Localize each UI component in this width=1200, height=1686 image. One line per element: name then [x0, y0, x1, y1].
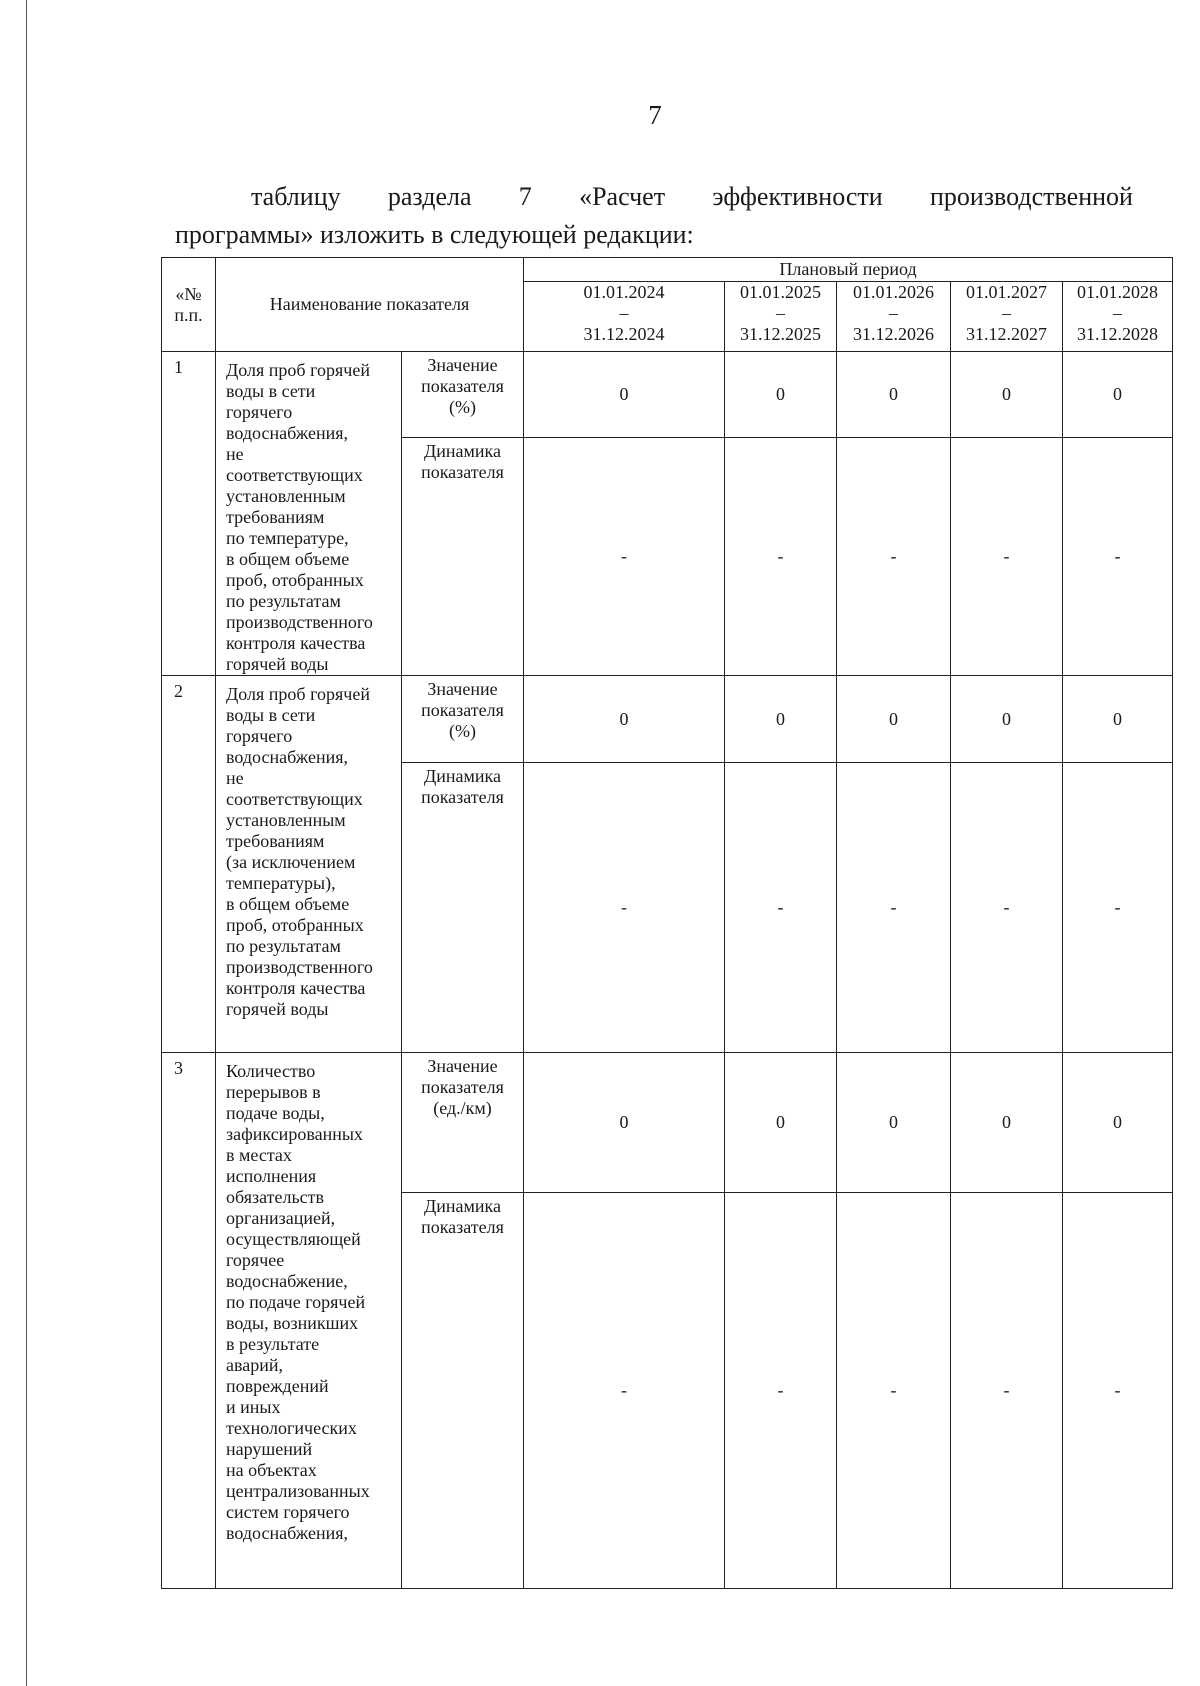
dynamics-cell: -	[951, 437, 1063, 675]
efficiency-table	[161, 257, 1173, 1589]
dynamics-cell: -	[524, 1193, 725, 1589]
binding-line	[26, 0, 27, 1686]
value-cell: 0	[837, 676, 951, 763]
dynamics-cell: -	[951, 1193, 1063, 1589]
dynamics-cell: -	[524, 763, 725, 1053]
value-cell: 0	[951, 1053, 1063, 1193]
intro-word: раздела	[387, 182, 472, 211]
value-cell: 0	[837, 352, 951, 438]
dynamics-label: Динамика показателя	[402, 763, 524, 1053]
dynamics-cell: -	[524, 437, 725, 675]
header-period: 01.01.2027 – 31.12.2027	[951, 282, 1063, 352]
dynamics-cell: -	[837, 763, 951, 1053]
header-row-1	[162, 258, 1173, 282]
indicator-name: Доля проб горячей воды в сети горячего водоснабжения, не соответствующих установленным требованиям по температуре, в общем объеме проб, отобранных по результатам производственного контроля качества горячей воды	[216, 352, 402, 676]
dynamics-cell: -	[837, 1193, 951, 1589]
dynamics-cell: -	[951, 763, 1063, 1053]
row-number: 3	[162, 1053, 216, 1589]
intro-word: таблицу	[251, 182, 341, 211]
value-label: Значение показателя (%)	[402, 352, 524, 438]
dynamics-label: Динамика показателя	[402, 437, 524, 675]
value-cell: 0	[725, 1053, 837, 1193]
value-cell: 0	[951, 676, 1063, 763]
intro-word: 7	[518, 182, 532, 211]
value-cell: 0	[524, 352, 725, 438]
header-name: Наименование показателя	[216, 258, 524, 352]
intro-paragraph	[175, 178, 1133, 254]
value-cell: 0	[725, 352, 837, 438]
dynamics-cell: -	[1063, 437, 1173, 675]
value-cell: 0	[1063, 1053, 1173, 1193]
value-cell: 0	[1063, 352, 1173, 438]
dynamics-label: Динамика показателя	[402, 1193, 524, 1589]
dynamics-cell: -	[725, 1193, 837, 1589]
header-period: 01.01.2028 – 31.12.2028	[1063, 282, 1173, 352]
indicator-name: Доля проб горячей воды в сети горячего водоснабжения, не соответствующих установленным требованиям (за исключением температуры), в общем объеме проб, отобранных по результатам производственного контроля качества горячей воды	[216, 676, 402, 1053]
page-number: 7	[648, 100, 662, 130]
header-period: 01.01.2026 – 31.12.2026	[837, 282, 951, 352]
intro-word: эффективности	[712, 182, 883, 211]
intro-word: «Расчет	[579, 182, 666, 211]
intro-line-2: программы» изложить в следующей редакции:	[175, 220, 694, 249]
dynamics-cell: -	[837, 437, 951, 675]
value-cell: 0	[951, 352, 1063, 438]
intro-word: производственной	[929, 182, 1133, 211]
indicator-name: Количество перерывов в подаче воды, зафиксированных в местах исполнения обязательств организацией, осуществляющей горячее водоснабжение, по подаче горячей воды, возникших в результате аварий, повреждений и иных технологических нарушений на объектах централизованных систем горячего водоснабжения,	[216, 1053, 402, 1589]
dynamics-cell: -	[725, 437, 837, 675]
value-cell: 0	[837, 1053, 951, 1193]
value-cell: 0	[524, 1053, 725, 1193]
header-num: «№ п.п.	[162, 258, 216, 352]
row-number: 1	[162, 352, 216, 676]
table-row	[162, 676, 1173, 763]
dynamics-cell: -	[1063, 1193, 1173, 1589]
dynamics-cell: -	[725, 763, 837, 1053]
value-label: Значение показателя (ед./км)	[402, 1053, 524, 1193]
table-row	[162, 352, 1173, 438]
row-number: 2	[162, 676, 216, 1053]
header-period: 01.01.2025 – 31.12.2025	[725, 282, 837, 352]
value-cell: 0	[1063, 676, 1173, 763]
value-label: Значение показателя (%)	[402, 676, 524, 763]
intro-line-1	[175, 178, 1133, 216]
value-cell: 0	[524, 676, 725, 763]
dynamics-cell: -	[1063, 763, 1173, 1053]
table-row	[162, 1053, 1173, 1193]
value-cell: 0	[725, 676, 837, 763]
header-period: 01.01.2024 – 31.12.2024	[524, 282, 725, 352]
header-plan-period: Плановый период	[524, 258, 1173, 282]
